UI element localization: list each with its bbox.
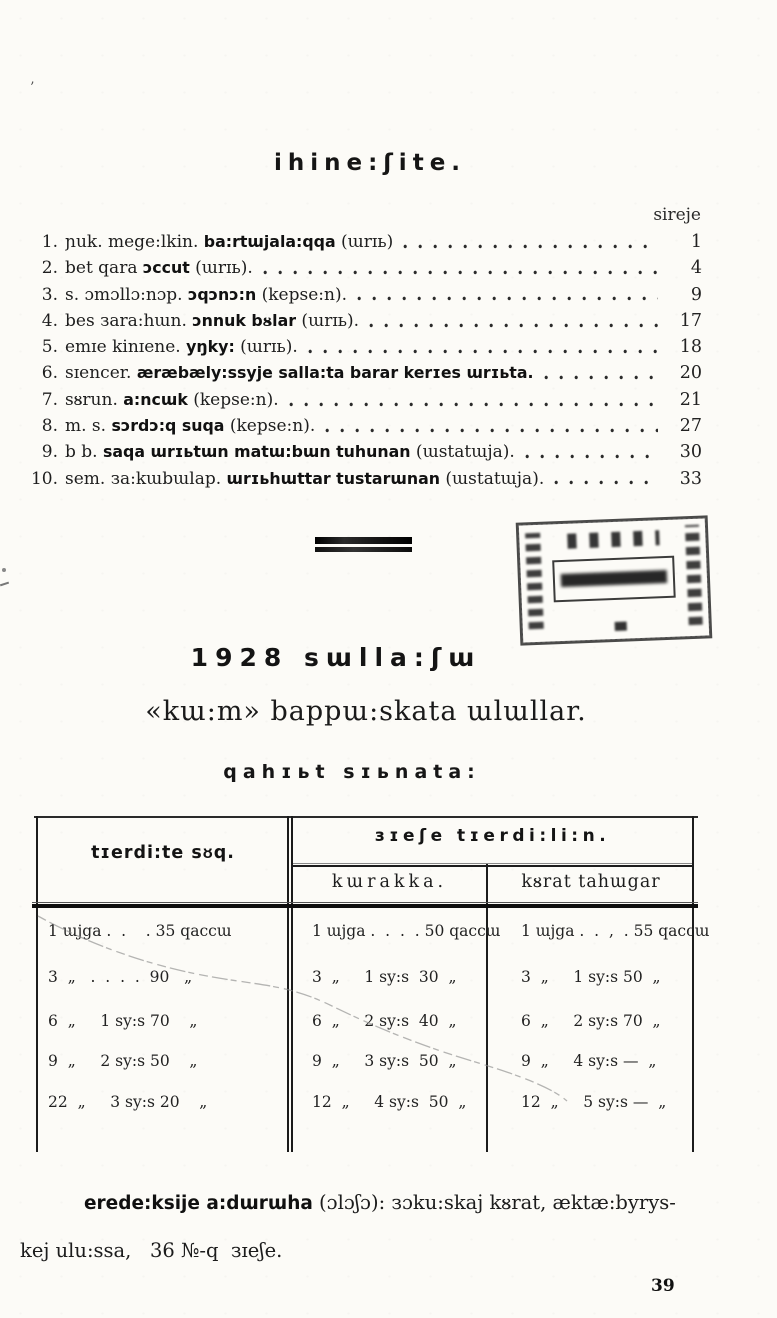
- table-top-border: [34, 816, 698, 818]
- library-stamp: [516, 515, 713, 645]
- toc-item-page: 17: [679, 310, 702, 331]
- price-cell: 9 „ 4 sy:s — „: [521, 1052, 657, 1070]
- toc-item-page: 30: [679, 442, 702, 463]
- price-cell: 12 „ 4 sy:s 50 „: [312, 1093, 467, 1111]
- table-row: [38, 922, 710, 940]
- divider-bar: [315, 547, 412, 552]
- price-cell: 9 „ 2 sy:s 50 „: [48, 1052, 198, 1070]
- toc-item: [26, 334, 702, 360]
- toc-item-number: 2.: [41, 258, 58, 279]
- table-row: [38, 1093, 694, 1111]
- span-header-with-delivery: зɪeʃe tɪerdi:li:n.: [374, 826, 611, 846]
- toc-item-number: 9.: [41, 442, 58, 463]
- stamp-smudged-text: [615, 622, 627, 631]
- toc-item: [26, 360, 702, 386]
- year-heading: 1928 sɯlla:ʃɯ: [190, 643, 482, 672]
- toc-item-page: 9: [690, 284, 702, 305]
- toc-item-number: 5.: [41, 337, 58, 358]
- dot-leader: [554, 466, 658, 492]
- price-cell: 1 ɯjga . . . 35 qaccɯ: [48, 922, 232, 940]
- subscription-subheading: «kɯ:m» bappɯ:skata ɯlɯllar.: [145, 696, 587, 727]
- toc-item: [26, 282, 702, 308]
- address-label: erede:ksije a:dɯrɯha: [84, 1193, 313, 1214]
- table-of-contents: [26, 229, 702, 492]
- toc-item: [26, 466, 702, 492]
- stamp-smudged-text: [561, 570, 667, 587]
- toc-item-page: 33: [679, 468, 702, 489]
- toc-item: [26, 387, 702, 413]
- page-number: 39: [651, 1276, 675, 1296]
- price-cell: 6 „ 2 sy:s 40 „: [312, 1012, 457, 1030]
- dot-leader: [544, 360, 658, 386]
- divider-bar: [315, 537, 412, 544]
- toc-item-number: 3.: [41, 284, 58, 305]
- toc-item-text: b b. saqa ɯrɪьtɯn matɯ:bɯn tuhunan (ɯstatɯja).: [65, 442, 515, 463]
- stamp-smudged-text: [525, 533, 544, 630]
- stamp-smudged-text: [567, 530, 660, 549]
- table-row: [38, 1052, 694, 1070]
- price-cell: 1 ɯjga . . . . 50 qaccɯ: [312, 922, 501, 940]
- toc-item: [26, 439, 702, 465]
- toc-item-text: sɪencer. æræbæly:ssyje salla:ta barar kerɪes ɯrɪьta.: [65, 363, 534, 384]
- scan-artifact: [0, 582, 9, 587]
- toc-item-number: 4.: [41, 310, 58, 331]
- column-header-in-city: kɯrakka.: [331, 872, 448, 892]
- price-cell: 1 ɯjga . . , . 55 qaccɯ: [521, 922, 710, 940]
- toc-item-page: 18: [679, 337, 702, 358]
- dot-leader: [369, 308, 658, 334]
- toc-item-text: sem. зa:kɯbɯlap. ɯrɪьhɯttar tustarɯnan (ɯstatɯja).: [65, 468, 545, 489]
- table-heavy-rule: [32, 902, 698, 908]
- toc-item-number: 7.: [41, 389, 58, 410]
- toc-item-page: 4: [690, 258, 702, 279]
- toc-item: [26, 413, 702, 439]
- editorial-address-line1: erede:ksije a:dɯrɯha (ɔlɔʃɔ): зɔku:skaj kᴕrat, æktæ:byrys-: [84, 1191, 676, 1214]
- table-row: [38, 968, 694, 986]
- price-cell: 22 „ 3 sy:s 20 „: [48, 1093, 208, 1111]
- scan-artifact: ’: [30, 80, 35, 96]
- contents-title: ihine:ʃite.: [273, 150, 467, 176]
- toc-item-text: emɪe kinɪene. yŋky: (ɯrɪь).: [65, 337, 298, 358]
- dot-leader: [289, 387, 658, 413]
- editorial-address-line2: kej ulu:ssa, 36 №-q зɪeʃe.: [20, 1239, 283, 1262]
- toc-item-page: 21: [679, 389, 702, 410]
- price-cell: 9 „ 3 sy:s 50 „: [312, 1052, 457, 1070]
- price-cell: 12 „ 5 sy:s — „: [521, 1093, 667, 1111]
- toc-item-text: m. s. sɔrdɔ:q suqa (kepse:n).: [65, 416, 316, 437]
- price-cell: 3 „ 1 sy:s 30 „: [312, 968, 457, 986]
- price-cell: 3 „ 1 sy:s 50 „: [521, 968, 661, 986]
- stamp-smudged-text: [685, 525, 703, 625]
- price-cell: 6 „ 2 sy:s 70 „: [521, 1012, 661, 1030]
- toc-item-text: ɲuk. mege:lkin. ba:rtɯjala:qqa (ɯrɪь): [65, 232, 394, 252]
- dot-leader: [525, 439, 658, 465]
- dot-leader: [403, 229, 658, 255]
- toc-item: [26, 255, 702, 281]
- price-table: [32, 816, 710, 1154]
- price-heading: qahɪьt sɪьnata:: [223, 761, 481, 783]
- column-header-no-delivery: tɪerdi:te sᴕq.: [91, 843, 235, 863]
- toc-item-text: s. ɔmɔllɔ:nɔp. ɔqɔnɔ:n (kepse:n).: [65, 284, 347, 305]
- price-cell: 3 „ . . . . 90 „: [48, 968, 193, 986]
- toc-item-number: 10.: [30, 468, 58, 489]
- toc-item: [26, 308, 702, 334]
- toc-item-page: 27: [679, 416, 702, 437]
- toc-item-page: 20: [679, 363, 702, 384]
- section-divider: [315, 537, 412, 552]
- page-column-header: sireje: [653, 205, 701, 225]
- dot-leader: [308, 334, 658, 360]
- toc-item-text: sᴕrun. a:ncɯk (kepse:n).: [65, 389, 279, 410]
- dot-leader: [325, 413, 658, 439]
- table-row: [38, 1012, 694, 1030]
- toc-item: [26, 229, 702, 255]
- toc-item-number: 6.: [41, 363, 58, 384]
- dot-leader: [263, 255, 658, 281]
- stamp-inner-box: [552, 556, 676, 603]
- scan-artifact: [2, 568, 6, 572]
- toc-item-text: bet qara ɔccut (ɯrɪь).: [65, 258, 253, 279]
- toc-item-page: 1: [690, 232, 702, 252]
- toc-item-text: bes зara:hɯn. ɔnnuk bᴕlar (ɯrɪь).: [65, 310, 360, 331]
- price-cell: 6 „ 1 sy:s 70 „: [48, 1012, 198, 1030]
- toc-item-number: 8.: [41, 416, 58, 437]
- toc-item-number: 1.: [41, 232, 58, 252]
- dot-leader: [357, 282, 658, 308]
- column-header-outside-city: kᴕrat tahɯgar: [521, 872, 661, 892]
- table-rule: [293, 863, 692, 867]
